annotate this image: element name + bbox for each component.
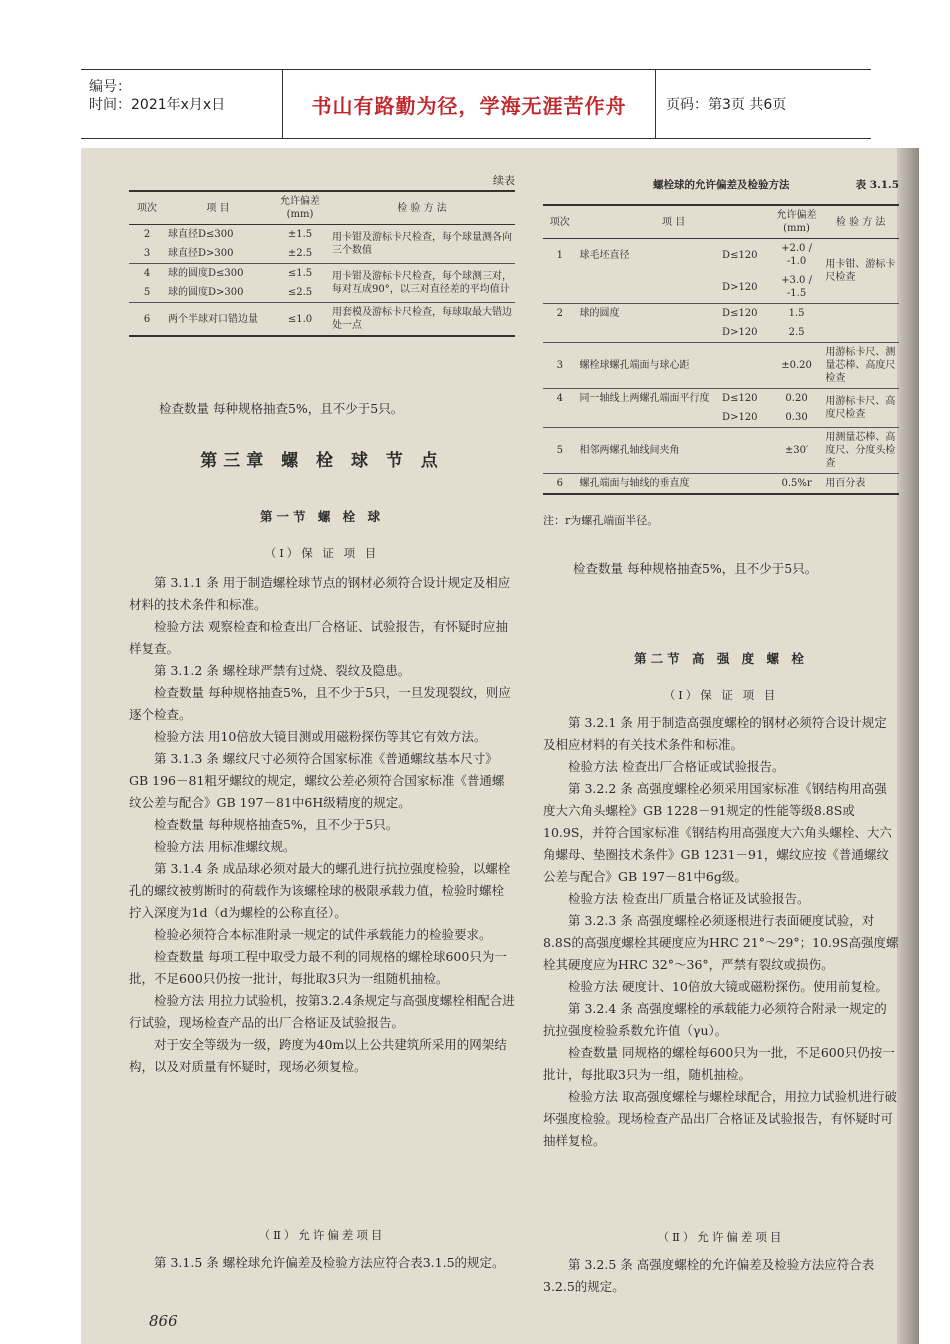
row-item: 螺孔端面与轴线的垂直度 bbox=[579, 478, 690, 489]
row-tolerance: 0.5%r bbox=[781, 478, 812, 489]
chapter-title: 第三章 螺 栓 球 节 点 bbox=[200, 451, 444, 471]
subsection-title: （Ⅰ）保 证 项 目 bbox=[264, 546, 380, 560]
row-no: 3 bbox=[556, 360, 563, 371]
page-info: 页码：第3页 共6页 bbox=[666, 97, 787, 113]
number-label: 编号： bbox=[89, 79, 131, 95]
row-condition: D>120 bbox=[722, 281, 758, 293]
row-item: 两个半球对口错边量 bbox=[168, 313, 258, 325]
row-no: 5 bbox=[556, 445, 563, 456]
continued-table-label: 续表 bbox=[493, 174, 515, 187]
row-no bbox=[543, 323, 577, 343]
quantity-paragraph: 检查数量 每种规格抽查5%，且不少于5只，一旦发现裂纹，则应逐个检查。 bbox=[129, 685, 511, 722]
method-paragraph: 检验方法 取高强度螺栓与螺栓球配合，用拉力试验机进行破坏强度检验。现场检查产品出厂合格证及试验报告，有怀疑时可抽样复检。 bbox=[543, 1089, 897, 1148]
row-tolerance: 0.30 bbox=[785, 412, 808, 423]
row-tolerance: ≤2.5 bbox=[287, 287, 313, 298]
table-row bbox=[129, 264, 515, 284]
header-motto-cell bbox=[283, 70, 656, 138]
row-method bbox=[822, 304, 899, 343]
clause-paragraph: 第 3.1.3 条 螺纹尺寸必须符合国家标准《普通螺纹基本尺寸》GB 196－81粗牙螺纹的规定，螺纹公差必须符合国家标准《普通螺纹公差与配合》GB 197－81中6H级精度的规定。 bbox=[129, 751, 505, 810]
row-item bbox=[577, 271, 720, 304]
header-meta-cell bbox=[81, 70, 283, 138]
row-method: 用游标卡尺、高度尺检查 bbox=[825, 396, 896, 420]
table-row bbox=[543, 389, 899, 409]
clause-paragraph: 第 3.2.5 条 高强度螺栓的允许偏差及检验方法应符合表3.2.5的规定。 bbox=[543, 1257, 875, 1294]
section-title: 第二节 高 强 度 螺 栓 bbox=[634, 651, 808, 666]
row-no: 4 bbox=[143, 268, 151, 279]
table-row bbox=[129, 303, 515, 337]
left-body-text bbox=[129, 572, 515, 1078]
method-paragraph: 检验方法 检查出厂质量合格证及试验报告。 bbox=[568, 891, 810, 906]
row-condition: D>120 bbox=[722, 327, 758, 338]
quantity-paragraph: 检查数量 每项工程中取受力最不利的同规格的螺栓球600只为一批，不足600只仍按一批计，每批取3只为一组随机抽检。 bbox=[129, 949, 507, 986]
row-item: 螺栓球螺孔端面与球心距 bbox=[579, 360, 690, 371]
document-header bbox=[81, 69, 871, 139]
clause-paragraph: 第 3.2.2 条 高强度螺栓必须采用国家标准《钢结构用高强度大六角头螺栓》GB 1228－91规定的性能等级8.8S或10.9S，并符合国家标准《钢结构用高强度大六角头螺栓、大六角螺母、垫圈技术条件》GB 1231－91，螺纹应按《普通螺纹公差与配合》GB 197－81中6g级。 bbox=[543, 781, 892, 884]
row-no: 5 bbox=[143, 287, 151, 298]
row-item: 同一轴线上两螺孔端面平行度 bbox=[579, 393, 710, 404]
row-method: 用测量芯棒、高度尺、分度头检查 bbox=[825, 432, 896, 469]
page-number: 866 bbox=[149, 1312, 178, 1330]
row-tolerance: 0.20 bbox=[785, 393, 808, 404]
row-tolerance: ≤1.0 bbox=[287, 313, 313, 325]
row-tolerance: 2.5 bbox=[788, 327, 805, 338]
row-method: 用卡钳及游标卡尺检查，每个球量测各向三个数值 bbox=[332, 232, 512, 256]
table-row bbox=[129, 225, 515, 245]
col-header-no: 项次 bbox=[137, 202, 157, 214]
row-item: 球的圆度D>300 bbox=[168, 287, 244, 298]
date-label: 时间：2021年x月x日 bbox=[89, 97, 226, 113]
row-item: 相邻两螺孔轴线间夹角 bbox=[579, 445, 680, 456]
table-row bbox=[543, 239, 899, 272]
requirement-paragraph: 检验必须符合本标准附录一规定的试件承载能力的检验要求。 bbox=[154, 927, 492, 942]
row-no bbox=[543, 271, 577, 304]
table-title: 螺栓球的允许偏差及检验方法 bbox=[653, 179, 790, 191]
row-condition: D≤120 bbox=[722, 393, 758, 404]
tolerance-table bbox=[543, 204, 899, 495]
table-row bbox=[543, 304, 899, 324]
method-paragraph: 检验方法 硬度计、10倍放大镜或磁粉探伤。使用前复检。 bbox=[568, 979, 888, 994]
row-item: 球直径D≤300 bbox=[168, 229, 234, 240]
method-paragraph: 检验方法 用拉力试验机，按第3.2.4条规定与高强度螺栓相配合进行试验，现场检查产品的出厂合格证及试验报告。 bbox=[129, 993, 515, 1030]
subsection-title: （Ⅱ）允许偏差项目 bbox=[657, 1230, 785, 1244]
right-body-text bbox=[543, 712, 899, 1152]
row-tolerance: 1.5 bbox=[788, 308, 805, 319]
col-header-method: 检 验 方 法 bbox=[397, 202, 447, 214]
row-tolerance: ≤1.5 bbox=[287, 268, 313, 279]
table-number: 表 3.1.5 bbox=[855, 179, 899, 191]
table-row bbox=[543, 428, 899, 474]
row-method: 用游标卡尺、测量芯棒、高度尺检查 bbox=[825, 347, 896, 384]
method-paragraph: 检验方法 观察检查和检查出厂合格证、试验报告，有怀疑时应抽样复查。 bbox=[129, 619, 508, 656]
check-quantity: 检查数量 每种规格抽查5%，且不少于5只。 bbox=[159, 401, 404, 416]
clause-paragraph: 第 3.1.1 条 用于制造螺栓球节点的钢材必须符合设计规定及相应材料的技术条件和标准。 bbox=[129, 575, 511, 612]
row-method: 用套模及游标卡尺检查，每球取最大错边处一点 bbox=[332, 307, 512, 331]
col-header-tolerance: 允许偏差 (mm) bbox=[280, 196, 320, 220]
header-page-cell bbox=[656, 70, 871, 138]
check-quantity: 检查数量 每种规格抽查5%，且不少于5只。 bbox=[573, 561, 818, 576]
table-row bbox=[543, 343, 899, 389]
continued-table bbox=[129, 190, 515, 337]
row-no: 3 bbox=[143, 248, 151, 259]
row-tolerance: ±0.20 bbox=[781, 360, 812, 371]
row-no bbox=[543, 408, 577, 428]
row-no: 2 bbox=[143, 229, 151, 240]
row-method: 用卡钳、游标卡尺检查 bbox=[825, 259, 896, 283]
col-header-item: 项 目 bbox=[662, 216, 686, 228]
row-no: 6 bbox=[556, 478, 563, 489]
row-condition: D>120 bbox=[722, 412, 758, 423]
row-condition: D≤120 bbox=[722, 249, 758, 261]
clause-paragraph: 第 3.2.4 条 高强度螺栓的承载能力必须符合附录一规定的抗拉强度检验系数允许值（γu）。 bbox=[543, 1001, 887, 1038]
col-header-method: 检 验 方 法 bbox=[835, 216, 886, 228]
row-no: 4 bbox=[556, 393, 563, 404]
scanned-page bbox=[81, 148, 919, 1344]
method-paragraph: 检验方法 检查出厂合格证或试验报告。 bbox=[568, 759, 785, 774]
table-row bbox=[543, 474, 899, 495]
quantity-paragraph: 检查数量 同规格的螺栓每600只为一批，不足600只仍按一批计，每批取3只为一组，随机抽检。 bbox=[543, 1045, 895, 1082]
row-no: 6 bbox=[143, 313, 151, 325]
row-item: 球的圆度D≤300 bbox=[168, 268, 244, 279]
clause-paragraph: 第 3.1.2 条 螺栓球严禁有过烧、裂纹及隐患。 bbox=[154, 663, 411, 678]
table-note: 注：r为螺孔端面半径。 bbox=[543, 514, 659, 527]
motto-text: 书山有路勤为径，学海无涯苦作舟 bbox=[311, 93, 627, 118]
quantity-paragraph: 检查数量 每种规格抽查5%，且不少于5只。 bbox=[154, 817, 399, 832]
row-tolerance: +2.0 / -1.0 bbox=[781, 243, 812, 267]
method-paragraph: 检验方法 用10倍放大镜目测或用磁粉探伤等其它有效方法。 bbox=[154, 729, 487, 744]
row-item: 球毛坯直径 bbox=[579, 249, 630, 261]
note-paragraph: 对于安全等级为一级，跨度为40m以上公共建筑所采用的网架结构，以及对质量有怀疑时，现场必须复检。 bbox=[129, 1037, 507, 1074]
row-item bbox=[577, 408, 720, 428]
subsection-title: （Ⅱ）允许偏差项目 bbox=[258, 1228, 386, 1242]
row-condition: D≤120 bbox=[722, 308, 758, 319]
section-title: 第一节 螺 栓 球 bbox=[259, 509, 385, 524]
row-no: 2 bbox=[556, 308, 563, 319]
row-item: 球的圆度 bbox=[579, 308, 620, 319]
row-tolerance: ±30′ bbox=[784, 445, 809, 456]
clause-paragraph: 第 3.2.3 条 高强度螺栓必须逐根进行表面硬度试验，对8.8S的高强度螺栓其硬度应为HRC 21°～29°；10.9S高强度螺栓其硬度应为HRC 32°～36°，严禁有裂纹或损伤。 bbox=[543, 913, 899, 972]
row-method: 用卡钳及游标卡尺检查，每个球测三对，每对互成90°，以三对直径差的平均值计 bbox=[332, 271, 512, 295]
row-tolerance: +3.0 / -1.5 bbox=[781, 275, 812, 299]
row-method: 用百分表 bbox=[825, 478, 866, 489]
row-tolerance: ±2.5 bbox=[287, 248, 313, 259]
row-no: 1 bbox=[556, 249, 563, 261]
col-header-no: 项次 bbox=[549, 216, 570, 228]
col-header-item: 项 目 bbox=[206, 202, 230, 214]
row-item: 球直径D>300 bbox=[168, 248, 234, 259]
row-tolerance: ±1.5 bbox=[287, 229, 313, 240]
clause-paragraph: 第 3.2.1 条 用于制造高强度螺栓的钢材必须符合设计规定及相应材料的有关技术条件和标准。 bbox=[543, 715, 887, 752]
page-edge-shadow bbox=[897, 148, 919, 1344]
clause-paragraph: 第 3.1.5 条 螺栓球允许偏差及检验方法应符合表3.1.5的规定。 bbox=[154, 1255, 505, 1270]
clause-paragraph: 第 3.1.4 条 成品球必须对最大的螺孔进行抗拉强度检验，以螺栓孔的螺纹被剪断时的荷载作为该螺栓球的极限承载力值，检验时螺栓拧入深度为1d（d为螺栓的公称直径）。 bbox=[129, 861, 511, 920]
row-item bbox=[577, 323, 720, 343]
col-header-tolerance: 允许偏差 (mm) bbox=[776, 210, 817, 234]
subsection-title: （Ⅰ）保 证 项 目 bbox=[663, 688, 779, 702]
method-paragraph: 检验方法 用标准螺纹规。 bbox=[154, 839, 296, 854]
